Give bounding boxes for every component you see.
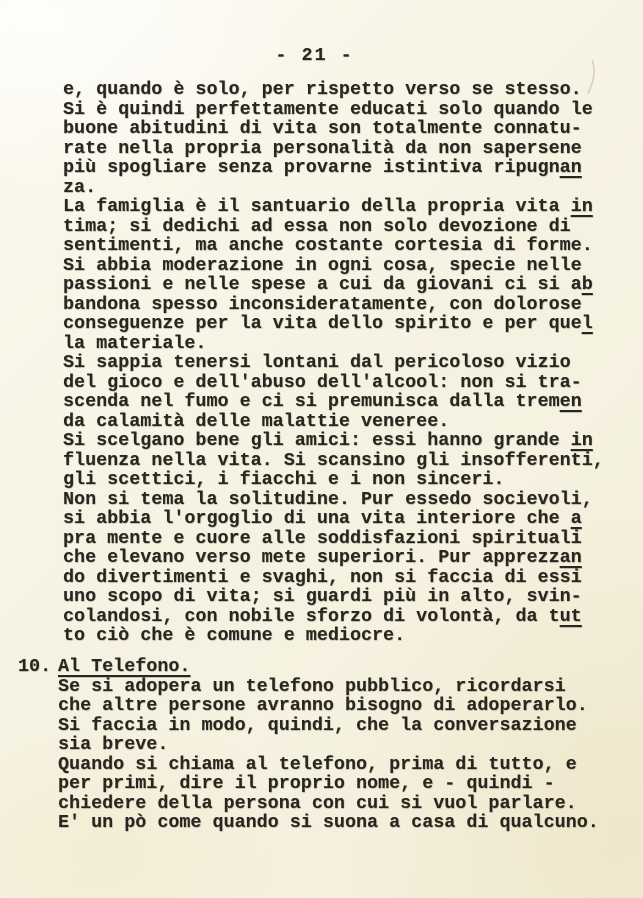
text-line: chiedere della persona con cui si vuol parlare. — [58, 792, 577, 814]
continuation-underline: an — [559, 547, 582, 568]
text-line: Non si tema la solitudine. Pur essedo socievoli, — [63, 488, 593, 510]
text-line: che altre persone avranno bisogno di adoperarlo. — [58, 695, 588, 716]
text-line: che elevano verso mete superiori. Pur apprezzan — [63, 547, 582, 568]
text-line: pra mente e cuore alle soddisfazioni spirituali — [63, 527, 582, 549]
continuation-underline: in — [570, 196, 593, 217]
section-body — [58, 657, 628, 833]
text-line: do divertimenti e svaghi, non si faccia di essi — [63, 566, 582, 588]
text-line: E' un pò come quando si suona a casa di qualcuno. — [58, 812, 599, 833]
text-line: gli scettici, i fiacchi e i non sinceri. — [63, 469, 505, 490]
text-line: Se si adopera un telefono pubblico, ricordarsi — [58, 675, 566, 697]
text-line: bandona spesso inconsideratamente, con dolorose — [63, 293, 582, 315]
section-title: Al Telefono. — [58, 656, 191, 677]
section-telefono — [18, 657, 628, 833]
continuation-underline: a — [570, 508, 582, 529]
page-number: - 21 - — [275, 45, 354, 66]
text-line: La famiglia è il santuario della propria vita in — [63, 196, 593, 217]
section-text-block — [58, 677, 628, 833]
text-line: Si sappia tenersi lontani dal pericoloso vizio — [63, 352, 571, 373]
text-line: per primi, dire il proprio nome, e - quindi - — [58, 773, 555, 794]
text-line: fluenza nella vita. Si scansino gli insofferenti, — [63, 449, 604, 471]
text-line: tima; si dedichi ad essa non solo devozione di — [63, 215, 571, 237]
text-line: sia breve. — [58, 734, 169, 755]
text-line: Si scelgano bene gli amici: essi hanno grande in — [63, 430, 593, 451]
text-line: più spogliare senza provarne istintiva ripugnan — [63, 157, 582, 178]
text-line: conseguenze per la vita dello spirito e per quel — [63, 313, 593, 334]
continuation-underline: b — [581, 274, 593, 295]
text-line: scenda nel fumo e ci si premunisca dalla tremen — [63, 391, 582, 412]
text-line: buone abitudini di vita son totalmente connatu- — [63, 118, 582, 139]
text-line: Si faccia in modo, quindi, che la conversazione — [58, 714, 577, 736]
text-line: la materiale. — [63, 332, 207, 354]
section-number: 10. — [18, 656, 52, 677]
text-line: to ciò che è comune e mediocre. — [63, 625, 406, 646]
text-line: rate nella propria personalità da non sapersene — [63, 137, 582, 159]
text-line: uno scopo di vita; si guardi più in alto, svin- — [63, 586, 582, 607]
continuation-underline: en — [559, 391, 582, 412]
text-line: del gioco e dell'abuso dell'alcool: non si tra- — [63, 371, 582, 393]
text-line: za. — [63, 176, 97, 198]
continuation-underline: an — [559, 157, 582, 178]
text-line: Si abbia moderazione in ogni cosa, specie nelle — [63, 254, 582, 276]
text-line: e, quando è solo, per rispetto verso se stesso. — [63, 79, 582, 100]
text-line: si abbia l'orgoglio di una vita interiore che a — [63, 508, 582, 529]
text-line: passioni e nelle spese a cui da giovani ci si ab — [63, 274, 593, 295]
continuation-underline: ut — [559, 605, 582, 627]
text-line: Si è quindi perfettamente educati solo quando le — [63, 98, 593, 120]
main-text-block — [63, 80, 623, 646]
text-line: da calamità delle malattie veneree. — [63, 410, 450, 432]
text-line: sentimenti, ma anche costante cortesia di forme. — [63, 235, 593, 256]
text-line: Quando si chiama al telefono, prima di tutto, e — [58, 753, 577, 775]
text-line: colandosi, con nobile sforzo di volontà, da tut — [63, 605, 582, 627]
continuation-underline: in — [570, 430, 593, 451]
continuation-underline: l — [581, 313, 593, 334]
